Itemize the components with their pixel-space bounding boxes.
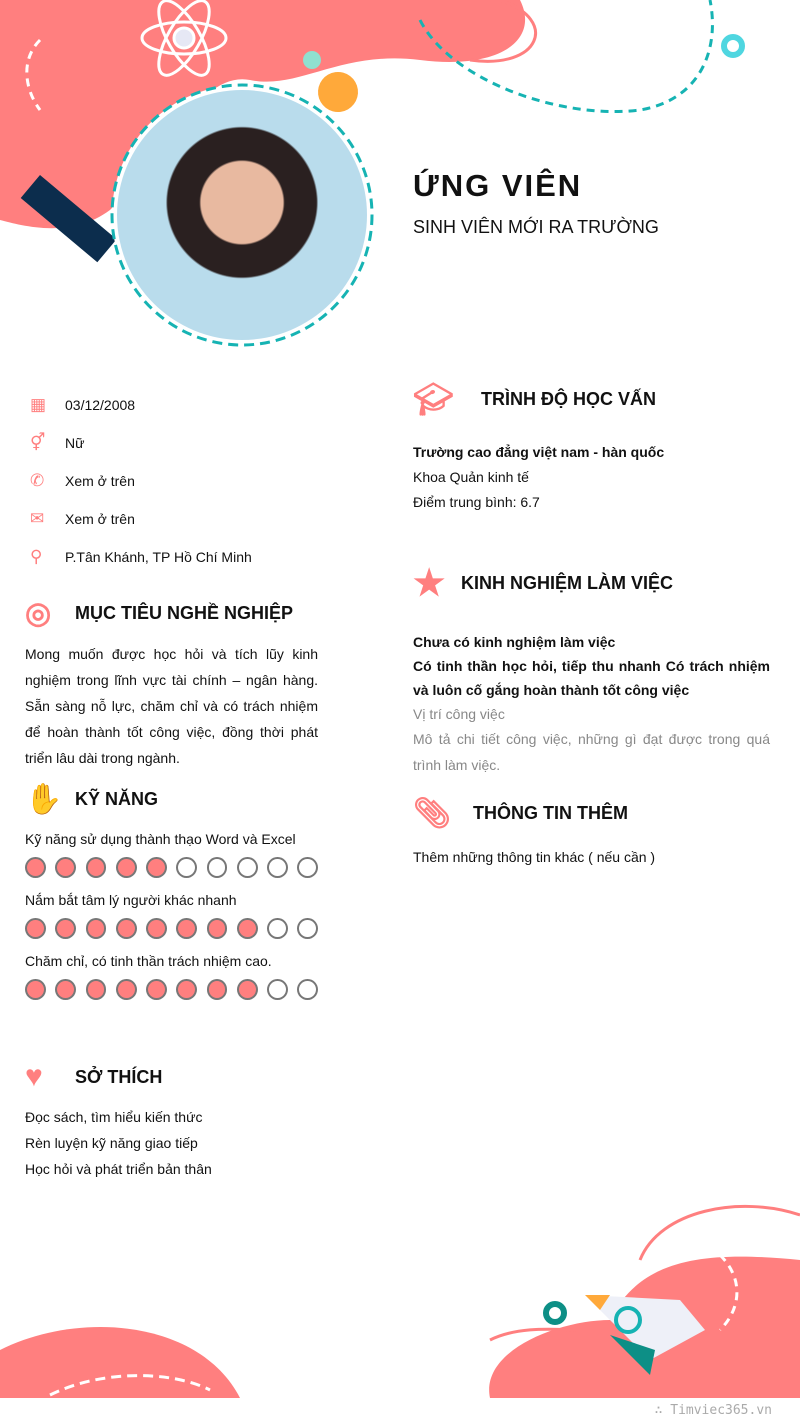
contact-gender: ⚥ Nữ xyxy=(30,433,85,452)
rating-dot-empty xyxy=(267,857,288,878)
rating-dot-filled xyxy=(25,979,46,1000)
rating-dot-empty xyxy=(267,979,288,1000)
rating-dot-empty xyxy=(267,918,288,939)
extra-info-section xyxy=(413,796,770,865)
location-icon: ⚲ xyxy=(30,547,43,566)
hobbies-heading: SỞ THÍCH xyxy=(75,1066,163,1087)
rating-dot-empty xyxy=(237,857,258,878)
rating-dot-filled xyxy=(146,979,167,1000)
rating-dot-filled xyxy=(207,918,228,939)
rating-dot-filled xyxy=(176,918,197,939)
rating-dot-filled xyxy=(116,857,137,878)
education-school: Trường cao đẳng việt nam - hàn quốc xyxy=(413,444,665,460)
education-section xyxy=(413,380,770,515)
skills-heading: KỸ NĂNG xyxy=(75,789,159,809)
hobby-item: Rèn luyện kỹ năng giao tiếp xyxy=(25,1135,198,1151)
star-icon: ★ xyxy=(413,562,446,603)
rating-dot-empty xyxy=(297,857,318,878)
skill-name: Nắm bắt tâm lý người khác nhanh xyxy=(25,892,237,908)
contact-phone: ✆ Xem ở trên xyxy=(30,471,135,490)
experience-description: Mô tả chi tiết công việc, những gì đạt được trong quá trình làm việc. xyxy=(413,731,770,773)
contact-dob: ▦ 03/12/2008 xyxy=(30,395,136,414)
phone-icon: ✆ xyxy=(30,471,45,490)
education-major: Khoa Quản kinh tế xyxy=(413,469,529,485)
rating-dot-filled xyxy=(25,918,46,939)
rating-dot-empty xyxy=(297,918,318,939)
paperclip-icon: 📎︎ xyxy=(413,797,452,830)
contact-email: ✉ Xem ở trên xyxy=(30,509,135,528)
hobby-item: Học hỏi và phát triển bản thân xyxy=(25,1161,212,1177)
rating-dot-filled xyxy=(176,979,197,1000)
hand-icon: ✋ xyxy=(25,783,63,816)
rating-dot-empty xyxy=(297,979,318,1000)
objective-text: Mong muốn được học hỏi và tích lũy kinh nghiệm trong lĩnh vực tài chính – ngân hàng. Sẵn sàng nỗ lực, chăm chỉ và có trách nhiệm để hoàn thành tốt công việc, đồng thời phát triển lâu dài trong ngành. xyxy=(25,646,318,766)
watermark: ∴ Timviec365.vn xyxy=(654,1403,772,1418)
rating-dot-filled xyxy=(25,857,46,878)
rating-dot-filled xyxy=(116,918,137,939)
objective-heading: MỤC TIÊU NGHỀ NGHIỆP xyxy=(75,603,294,623)
experience-line1: Chưa có kinh nghiệm làm việc xyxy=(413,634,616,650)
skills-section xyxy=(25,782,318,1014)
contact-info xyxy=(30,386,360,576)
experience-section xyxy=(413,562,770,778)
rating-dot-filled xyxy=(55,918,76,939)
rating-dot-empty xyxy=(207,857,228,878)
skill-rating xyxy=(25,857,318,878)
rating-dot-empty xyxy=(176,857,197,878)
skill-name: Kỹ năng sử dụng thành thạo Word và Excel xyxy=(25,831,296,847)
rating-dot-filled xyxy=(86,857,107,878)
rating-dot-filled xyxy=(55,979,76,1000)
rating-dot-filled xyxy=(146,918,167,939)
hobbies-section xyxy=(25,1060,318,1182)
rating-dot-filled xyxy=(207,979,228,1000)
extra-heading: THÔNG TIN THÊM xyxy=(473,803,628,823)
hobby-item: Đọc sách, tìm hiểu kiến thức xyxy=(25,1109,203,1125)
candidate-title: SINH VIÊN MỚI RA TRƯỜNG xyxy=(413,217,659,237)
experience-position: Vị trí công việc xyxy=(413,706,505,722)
rating-dot-filled xyxy=(237,918,258,939)
graduation-cap-icon: 🎓︎ xyxy=(413,381,454,417)
rating-dot-filled xyxy=(237,979,258,1000)
experience-line2: Có tinh thần học hỏi, tiếp thu nhanh Có trách nhiệm và luôn cố gắng hoàn thành tốt công việc xyxy=(413,658,770,698)
candidate-name: ỨNG VIÊN xyxy=(413,168,583,203)
objective-section xyxy=(25,596,318,771)
rating-dot-filled xyxy=(86,979,107,1000)
gender-icon: ⚥ xyxy=(30,433,46,452)
experience-heading: KINH NGHIỆM LÀM VIỆC xyxy=(461,572,674,593)
heart-icon: ♥ xyxy=(25,1060,43,1093)
contact-address: ⚲ P.Tân Khánh, TP Hồ Chí Minh xyxy=(30,547,252,566)
profile-photo xyxy=(117,90,367,340)
target-icon: ◎ xyxy=(25,597,52,630)
skill-name: Chăm chỉ, có tinh thần trách nhiệm cao. xyxy=(25,953,272,969)
rating-dot-filled xyxy=(86,918,107,939)
skill-rating xyxy=(25,918,318,939)
extra-text: Thêm những thông tin khác ( nếu cần ) xyxy=(413,849,656,865)
calendar-icon: ▦ xyxy=(30,395,47,414)
rating-dot-filled xyxy=(146,857,167,878)
skill-rating xyxy=(25,979,318,1000)
email-icon: ✉ xyxy=(30,509,45,528)
rating-dot-filled xyxy=(116,979,137,1000)
education-heading: TRÌNH ĐỘ HỌC VẤN xyxy=(481,388,656,409)
education-gpa: Điểm trung bình: 6.7 xyxy=(413,494,540,510)
rating-dot-filled xyxy=(55,857,76,878)
